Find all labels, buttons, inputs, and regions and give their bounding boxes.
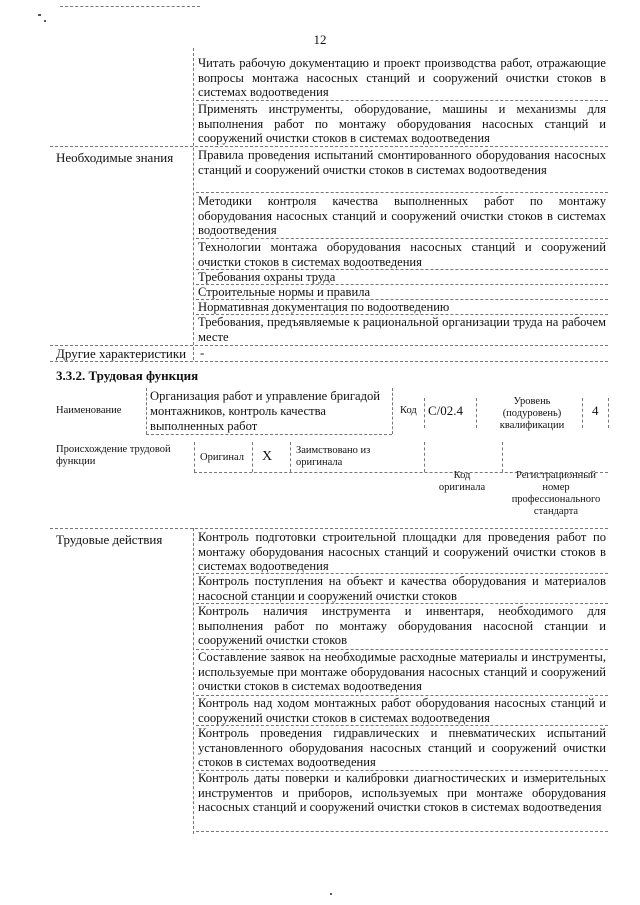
reg-number-label: Регистрационный номер профессионального стандарта [511,470,601,517]
row-divider [196,192,608,193]
row-divider [50,361,608,362]
code-value: C/02.4 [428,403,464,418]
action-item: Контроль поступления на объект и качества оборудования и материалов насосной станции и сооружений очистки стоков [198,574,606,603]
action-item: Составление заявок на необходимые расходные материалы и инструменты, используемые при монтаже оборудования насосных станций и сооружений очистки стоков в системах водоотведения [198,650,606,693]
level-label: Уровень (подуровень) квалификации [499,396,565,431]
scan-speck [44,20,46,22]
action-item: Контроль даты поверки и калибровки диагностических и измерительных инструментов и приборов, используемых при монтаже оборудования насосных станций и сооружений очистки стоков в системах водоотведения [198,771,606,814]
function-name: Организация работ и управление бригадой монтажников, контроль качества выполненных работ [150,389,381,433]
knowledge-item: Строительные нормы и правила [198,285,371,299]
knowledge-item: Требования, предъявляемые к рациональной организации труда на рабочем месте [198,315,606,344]
scan-speck [38,14,41,16]
knowledge-item: Правила проведения испытаний смонтированного оборудования насосных станций и сооружений очистки стоков в системах водоотведения [198,148,606,177]
knowledge-item: Требования охраны труда [198,270,336,284]
code-original-label: Код оригинала [438,470,486,493]
table-divider [193,48,194,360]
row-divider [196,831,608,832]
scan-artifact-line [60,6,200,7]
row-divider [50,528,608,529]
field-border [424,442,425,472]
field-border [146,434,392,435]
action-item: Контроль наличия инструмента и инвентаря, необходимого для выполнения работ по монтажу оборудования насосной станции и сооружений очистки стоков [198,604,606,647]
original-label: Оригинал [200,452,244,463]
page-number: 12 [313,32,327,47]
row-label-other: Другие характеристики [56,346,187,361]
row-label-knowledge: Необходимые знания [56,150,174,165]
field-border [608,398,609,428]
field-border [290,442,291,472]
row-label-actions: Трудовые действия [56,532,163,547]
knowledge-item: Методики контроля качества выполненных работ по монтажу оборудования насосных станций и сооружений очистки стоков в системах водоотведения [198,194,606,237]
field-border [502,442,503,472]
knowledge-item: Технологии монтажа оборудования насосных станций и сооружений очистки стоков в системах водоотведения [198,240,606,269]
scan-speck [330,893,332,895]
row-divider [50,146,608,147]
name-label: Наименование [56,405,122,416]
skill-item: Применять инструменты, оборудование, машины и механизмы для выполнения работ по монтажу оборудования насосных станций и сооружений очистки стоков в системах водоотведения [198,102,606,145]
row-divider [196,100,608,101]
action-item: Контроль подготовки строительной площадки для проведения работ по монтажу оборудования насосных станций и сооружений очистки стоков в системах водоотведения [198,530,606,573]
code-label: Код [400,405,417,416]
action-item: Контроль проведения гидравлических и пневматических испытаний установленного оборудования насосных станций и сооружений очистки стоков в системах водоотведения [198,726,606,769]
borrowed-label: Заимствовано из оригинала [296,445,371,468]
action-item: Контроль над ходом монтажных работ оборудования насосных станций и сооружений очистки стоков в системах водоотведения [198,696,606,725]
level-value: 4 [592,403,599,418]
field-border [392,388,393,434]
table-divider [193,528,194,834]
field-border [424,398,425,428]
field-border [146,388,147,434]
knowledge-item: Нормативная документация по водоотведению [198,300,450,314]
field-border [252,442,253,472]
field-border [582,398,583,428]
field-border [476,398,477,428]
other-value: - [200,345,205,360]
origin-label: Происхождение трудовой функции [56,444,171,467]
section-heading: 3.3.2. Трудовая функция [56,368,199,383]
field-border [194,442,195,472]
row-divider [196,238,608,239]
original-mark: X [262,449,273,464]
skill-item: Читать рабочую документацию и проект производства работ, отражающие вопросы монтажа насосных станций и сооружений очистки стоков в системах водоотведения [198,56,606,99]
